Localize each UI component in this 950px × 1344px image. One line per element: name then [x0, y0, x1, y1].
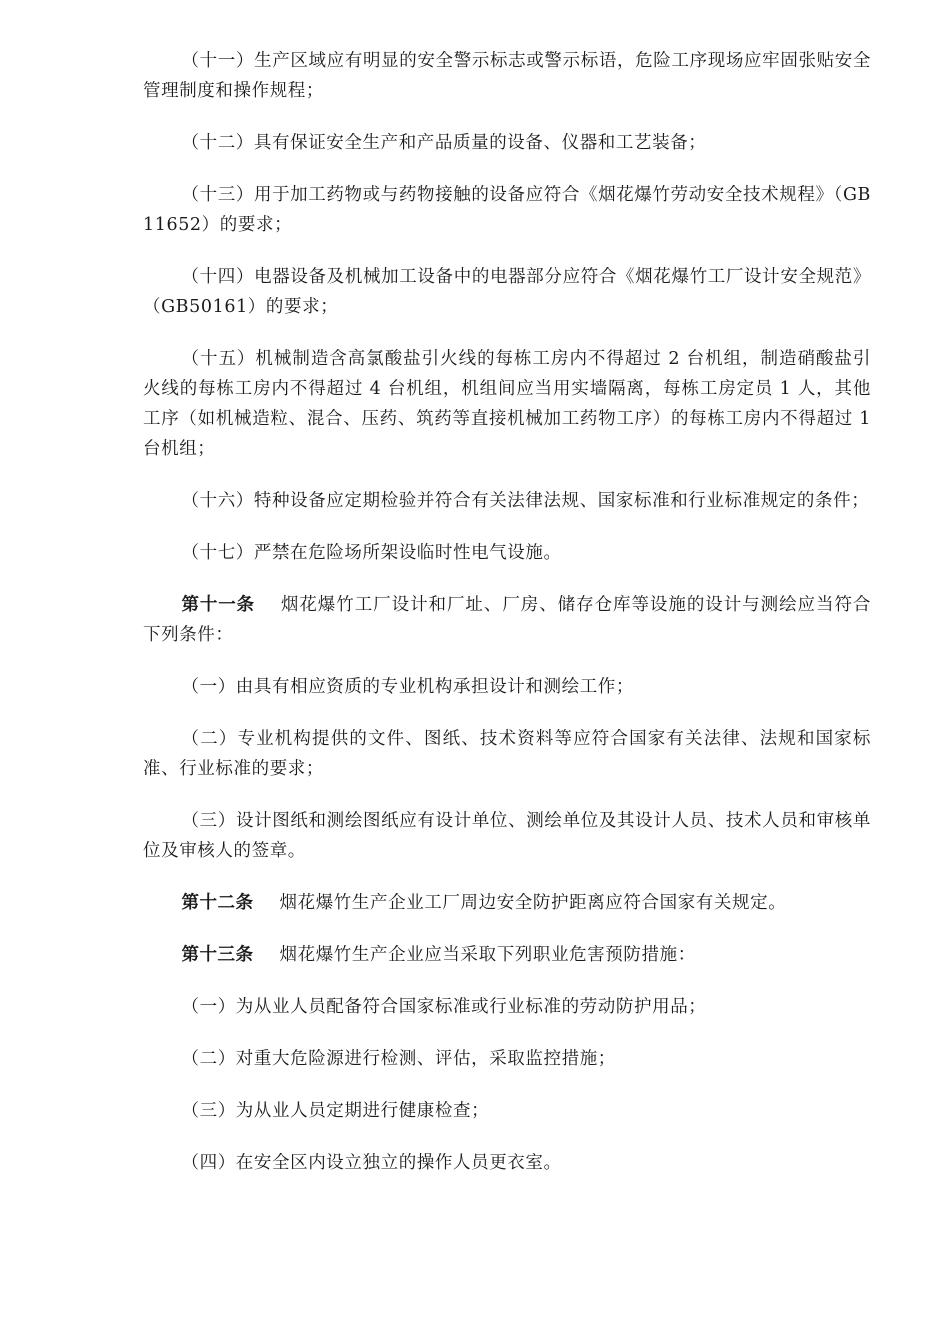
clause-11: （十一）生产区域应有明显的安全警示标志或警示标语，危险工序现场应牢固张贴安全管理制度和操作规程；: [143, 51, 871, 101]
clause-17: （十七）严禁在危险场所架设临时性电气设施。: [181, 543, 562, 563]
article-11: [143, 590, 871, 650]
document-page: [143, 46, 871, 1200]
article-11-label: 第十一条: [181, 595, 255, 615]
article-12: [143, 888, 871, 918]
article-13-text: 烟花爆竹生产企业应当采取下列职业危害预防措施：: [279, 945, 696, 965]
article-11-text: 烟花爆竹工厂设计和厂址、厂房、储存仓库等设施的设计与测绘应当符合下列条件：: [143, 595, 871, 645]
article-13-item-3: （三）为从业人员定期进行健康检查；: [181, 1101, 490, 1121]
article-13-label: 第十三条: [181, 945, 254, 965]
clause-14: （十四）电器设备及机械加工设备中的电器部分应符合《烟花爆竹工厂设计安全规范》（GB50161）的要求；: [143, 267, 871, 317]
article-11-item-1: （一）由具有相应资质的专业机构承担设计和测绘工作；: [181, 677, 634, 697]
article-11-item-2: （二）专业机构提供的文件、图纸、技术资料等应符合国家有关法律、法规和国家标准、行业标准的要求；: [143, 729, 871, 779]
clause-12: （十二）具有保证安全生产和产品质量的设备、仪器和工艺装备；: [181, 133, 707, 153]
article-13-item-2: （二）对重大危险源进行检测、评估，采取监控措施；: [181, 1049, 616, 1069]
clause-15: （十五）机械制造含高氯酸盐引火线的每栋工房内不得超过 2 台机组，制造硝酸盐引火线的每栋工房内不得超过 4 台机组，机组间应当用实墙隔离，每栋工房定员 1 人，其他工序（如机械造粒、混合、压药、筑药等直接机械加工药物工序）的每栋工房内不得超过 1 台机组；: [143, 349, 871, 459]
article-13: [143, 940, 871, 970]
article-13-item-4: （四）在安全区内设立独立的操作人员更衣室。: [181, 1153, 562, 1173]
article-13-item-1: （一）为从业人员配备符合国家标准或行业标准的劳动防护用品；: [181, 997, 707, 1017]
article-11-item-3: （三）设计图纸和测绘图纸应有设计单位、测绘单位及其设计人员、技术人员和审核单位及审核人的签章。: [143, 811, 871, 861]
article-12-text: 烟花爆竹生产企业工厂周边安全防护距离应符合国家有关规定。: [279, 893, 787, 913]
clause-16: （十六）特种设备应定期检验并符合有关法律法规、国家标准和行业标准规定的条件；: [181, 491, 870, 511]
clause-13: （十三）用于加工药物或与药物接触的设备应符合《烟花爆竹劳动安全技术规程》（GB11652）的要求；: [143, 185, 871, 235]
article-12-label: 第十二条: [181, 893, 254, 913]
